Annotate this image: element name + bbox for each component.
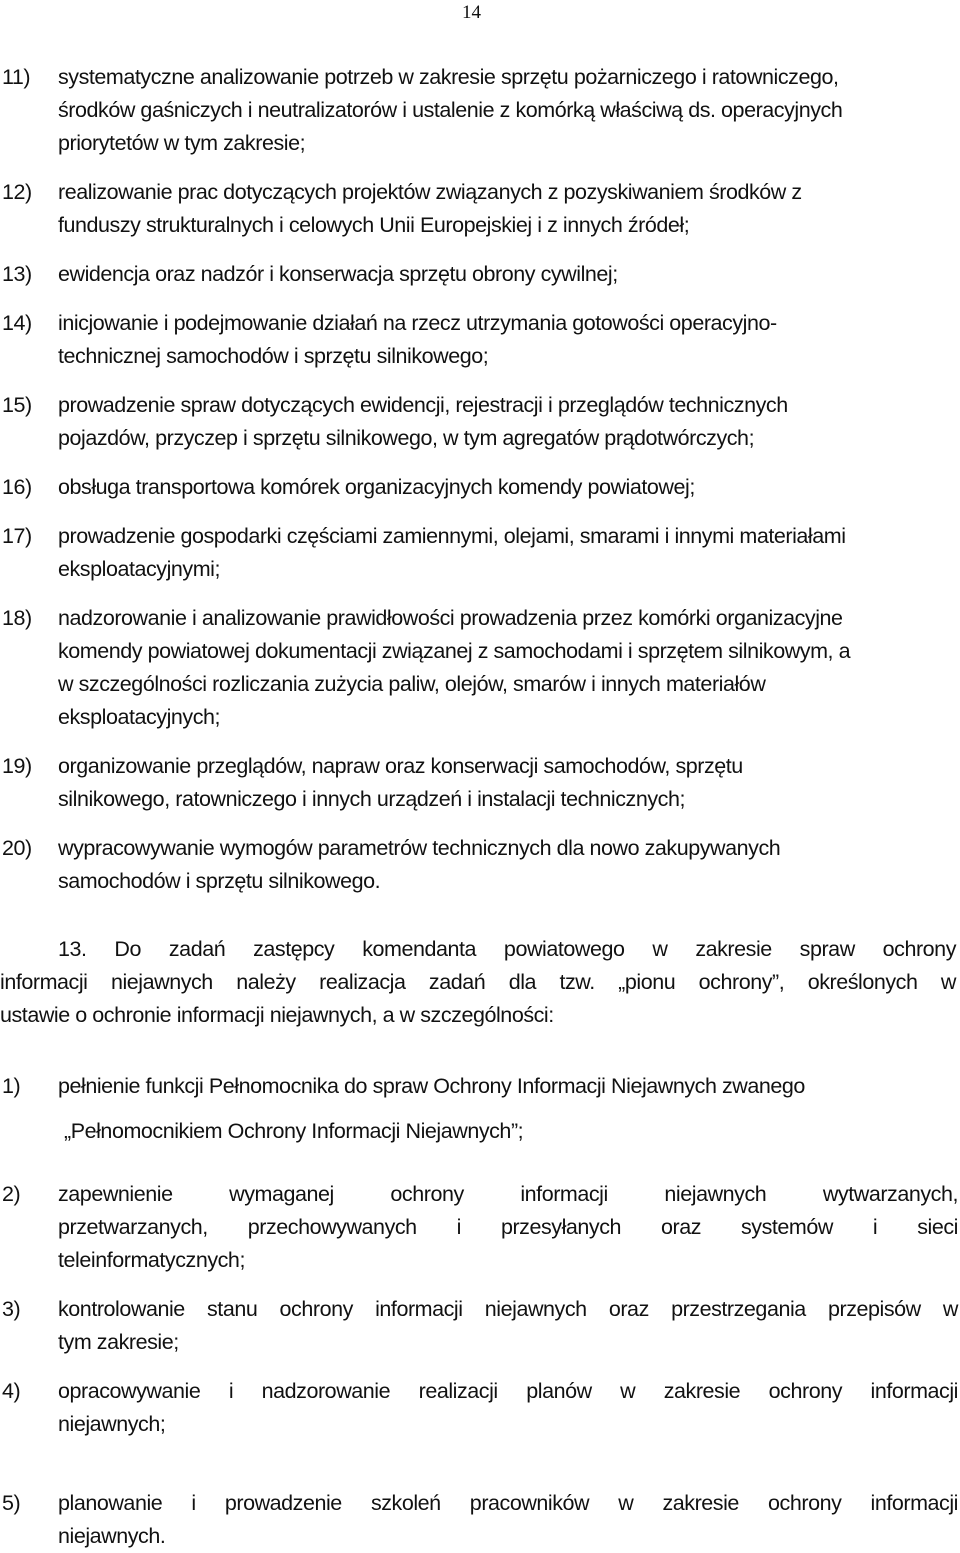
item-line: inicjowanie i podejmowanie działań na rzecz utrzymania gotowości operacyjno-: [58, 311, 777, 335]
list-item: [0, 1293, 958, 1359]
list-item: [0, 1178, 958, 1277]
list-item: [0, 602, 958, 734]
item-line: obsługa transportowa komórek organizacyjnych komendy powiatowej;: [58, 475, 695, 499]
item-line: nadzorowanie i analizowanie prawidłowości prowadzenia przez komórki organizacyjne: [58, 606, 843, 630]
item-line: technicznej samochodów i sprzętu silnikowego;: [58, 344, 489, 368]
item-line: ewidencja oraz nadzór i konserwacja sprzętu obrony cywilnej;: [58, 262, 618, 286]
item-line: samochodów i sprzętu silnikowego.: [58, 869, 381, 893]
item-number: 2): [2, 1182, 21, 1206]
item-line: kontrolowanie stanu ochrony informacji niejawnych oraz przestrzegania przepisów w: [58, 1297, 958, 1321]
item-line: w szczególności rozliczania zużycia paliw, olejów, smarów i innych materiałów: [58, 672, 766, 696]
list-item: [0, 307, 958, 373]
list-item: [0, 1375, 958, 1441]
item-number: 1): [2, 1074, 21, 1098]
item-line: eksploatacyjnymi;: [58, 557, 221, 581]
item-number: 11): [2, 65, 31, 89]
item-line: opracowywanie i nadzorowanie realizacji planów w zakresie ochrony informacji: [58, 1379, 958, 1403]
item-line: organizowanie przeglądów, napraw oraz konserwacji samochodów, sprzętu: [58, 754, 743, 778]
item-line: komendy powiatowej dokumentacji związanej z samochodami i sprzętem silnikowym, a: [58, 639, 851, 663]
item-line: systematyczne analizowanie potrzeb w zakresie sprzętu pożarniczego i ratowniczego,: [58, 65, 839, 89]
item-line: „Pełnomocnikiem Ochrony Informacji Niejawnych”;: [64, 1119, 524, 1143]
item-number: 18): [2, 606, 32, 630]
list-item: [0, 258, 958, 291]
item-line: wypracowywanie wymogów parametrów technicznych dla nowo zakupywanych: [58, 836, 781, 860]
item-line: funduszy strukturalnych i celowych Unii Europejskiej i z innych źródeł;: [58, 213, 690, 237]
list-item: [0, 471, 958, 504]
paragraph-line: ustawie o ochronie informacji niejawnych, a w szczególności:: [0, 1003, 554, 1027]
item-number: 3): [2, 1297, 21, 1321]
paragraph-line: informacji niejawnych należy realizacja zadań dla tzw. „pionu ochrony”, określonych w: [0, 970, 956, 994]
item-line: eksploatacyjnych;: [58, 705, 221, 729]
item-number: 20): [2, 836, 32, 860]
item-number: 19): [2, 754, 32, 778]
item-line: realizowanie prac dotyczących projektów związanych z pozyskiwaniem środków z: [58, 180, 802, 204]
item-number: 16): [2, 475, 32, 499]
item-line: przetwarzanych, przechowywanych i przesyłanych oraz systemów i sieci: [58, 1215, 958, 1239]
item-line: priorytetów w tym zakresie;: [58, 131, 306, 155]
item-number: 12): [2, 180, 32, 204]
list-item: [0, 520, 958, 586]
paragraph-line: 13. Do zadań zastępcy komendanta powiatowego w zakresie spraw ochrony: [58, 937, 956, 961]
item-number: 13): [2, 262, 32, 286]
item-line: teleinformatycznych;: [58, 1248, 245, 1272]
item-line: silnikowego, ratowniczego i innych urządzeń i instalacji technicznych;: [58, 787, 685, 811]
item-line: planowanie i prowadzenie szkoleń pracowników w zakresie ochrony informacji: [58, 1491, 958, 1515]
list-item: [0, 832, 958, 898]
item-number: 5): [2, 1491, 21, 1515]
item-line: pełnienie funkcji Pełnomocnika do spraw Ochrony Informacji Niejawnych zwanego: [58, 1074, 805, 1098]
item-line: środków gaśniczych i neutralizatorów i ustalenie z komórką właściwą ds. operacyjnych: [58, 98, 843, 122]
list-item: [0, 750, 958, 816]
section-13-paragraph: [0, 933, 956, 1032]
list-item: [0, 389, 958, 455]
list-item: [0, 61, 958, 160]
task-list-a: [0, 61, 958, 898]
item-line: tym zakresie;: [58, 1330, 179, 1354]
task-list-b: [0, 1070, 958, 1553]
item-line: niejawnych.: [58, 1524, 166, 1548]
item-line: zapewnienie wymaganej ochrony informacji niejawnych wytwarzanych,: [58, 1182, 958, 1206]
item-line: prowadzenie spraw dotyczących ewidencji, rejestracji i przeglądów technicznych: [58, 393, 788, 417]
list-item: [0, 176, 958, 242]
list-item: [0, 1487, 958, 1553]
item-line: niejawnych;: [58, 1412, 166, 1436]
item-number: 14): [2, 311, 32, 335]
item-number: 17): [2, 524, 32, 548]
item-line: pojazdów, przyczep i sprzętu silnikowego, w tym agregatów prądotwórczych;: [58, 426, 755, 450]
page-number: 14: [462, 2, 481, 23]
list-item: [0, 1070, 958, 1148]
item-line: prowadzenie gospodarki częściami zamiennymi, olejami, smarami i innymi materiałami: [58, 524, 846, 548]
item-number: 15): [2, 393, 32, 417]
item-number: 4): [2, 1379, 21, 1403]
